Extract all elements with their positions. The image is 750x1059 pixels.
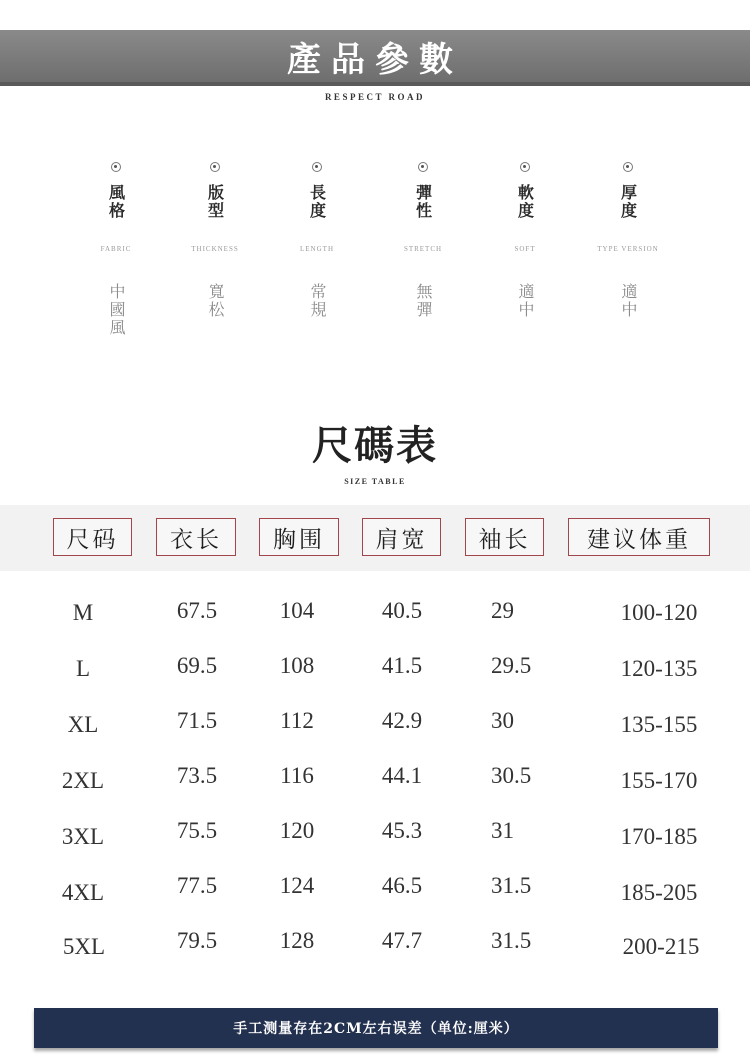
param-thickness — [588, 162, 668, 319]
table-cell-length: 71.5 — [176, 708, 218, 733]
param-stretch — [383, 162, 463, 319]
target-dot-icon — [111, 162, 121, 172]
param-value: 適中 — [619, 283, 638, 319]
table-cell-length: 79.5 — [176, 928, 218, 953]
table-cell-size: 2XL — [61, 768, 105, 793]
target-dot-icon — [312, 162, 322, 172]
param-en-label: LENGTH — [300, 245, 334, 253]
header-weight: 建议体重 — [568, 518, 710, 556]
param-value: 適中 — [516, 283, 535, 319]
table-cell-weight: 120-135 — [620, 656, 698, 681]
table-cell-length: 69.5 — [176, 653, 218, 678]
param-length — [277, 162, 357, 319]
param-name: 長度 — [307, 184, 327, 220]
title-banner — [0, 30, 750, 86]
table-cell-shoulder: 41.5 — [381, 653, 423, 678]
table-cell-sleeve: 30.5 — [491, 763, 532, 788]
table-cell-shoulder: 46.5 — [381, 873, 423, 898]
table-cell-length: 75.5 — [176, 818, 218, 843]
table-cell-sleeve: 31.5 — [491, 873, 532, 898]
param-name: 版型 — [205, 184, 225, 220]
table-cell-weight: 170-185 — [620, 824, 698, 849]
table-cell-shoulder: 44.1 — [381, 763, 423, 788]
table-cell-length: 77.5 — [176, 873, 218, 898]
table-cell-length: 73.5 — [176, 763, 218, 788]
target-dot-icon — [520, 162, 530, 172]
table-cell-size: 3XL — [61, 824, 105, 849]
table-cell-sleeve: 31 — [491, 818, 514, 843]
table-cell-chest: 112 — [280, 708, 314, 733]
param-softness — [485, 162, 565, 319]
table-cell-weight: 200-215 — [622, 934, 700, 959]
measurement-note: 手工测量存在2CM左右误差（单位:厘米） — [233, 1021, 519, 1037]
param-style — [76, 162, 156, 337]
param-name: 風格 — [106, 184, 126, 220]
param-name: 彈性 — [413, 184, 433, 220]
table-cell-size: XL — [67, 712, 99, 737]
param-en-label: SOFT — [514, 245, 536, 253]
param-en-label: FABRIC — [100, 245, 132, 253]
param-en-label: TYPE VERSION — [597, 245, 659, 253]
table-cell-shoulder: 42.9 — [381, 708, 423, 733]
table-cell-size: 4XL — [61, 880, 105, 905]
param-value: 常規 — [308, 283, 327, 319]
param-en-label: STRETCH — [403, 245, 443, 253]
table-cell-sleeve: 29.5 — [491, 653, 532, 678]
size-table-subtitle: SIZE TABLE — [344, 477, 406, 486]
table-cell-weight: 100-120 — [620, 600, 698, 625]
param-value: 中國風 — [107, 283, 126, 337]
table-cell-chest: 124 — [279, 873, 315, 898]
header-shoulder: 肩宽 — [362, 518, 441, 556]
table-cell-sleeve: 29 — [491, 598, 514, 623]
header-sleeve: 袖长 — [465, 518, 544, 556]
table-cell-chest: 128 — [279, 928, 315, 953]
table-cell-chest: 116 — [280, 763, 314, 788]
param-value: 寬松 — [206, 283, 225, 319]
target-dot-icon — [418, 162, 428, 172]
param-value: 無彈 — [414, 283, 433, 319]
table-cell-weight: 135-155 — [620, 712, 698, 737]
param-name: 厚度 — [618, 184, 638, 220]
table-cell-chest: 120 — [279, 818, 315, 843]
measurement-note-banner — [34, 1008, 718, 1048]
table-cell-size: M — [72, 600, 94, 625]
header-length: 衣长 — [156, 518, 236, 556]
table-cell-size: 5XL — [62, 934, 106, 959]
table-cell-sleeve: 31.5 — [491, 928, 532, 953]
table-cell-weight: 185-205 — [620, 880, 698, 905]
table-cell-length: 67.5 — [176, 598, 218, 623]
param-fit — [175, 162, 255, 319]
param-en-label: THICKNESS — [191, 245, 239, 253]
table-cell-weight: 155-170 — [620, 768, 698, 793]
table-cell-chest: 108 — [279, 653, 315, 678]
table-cell-size: L — [75, 656, 91, 681]
table-cell-sleeve: 30 — [491, 708, 514, 733]
page-subtitle: RESPECT ROAD — [324, 92, 426, 102]
page-title: 產品參數 — [287, 39, 463, 80]
target-dot-icon — [623, 162, 633, 172]
size-table-title: 尺碼表 — [312, 422, 438, 469]
header-chest: 胸围 — [259, 518, 339, 556]
table-cell-shoulder: 47.7 — [381, 928, 423, 953]
header-size: 尺码 — [53, 518, 132, 556]
table-cell-shoulder: 40.5 — [381, 598, 423, 623]
table-cell-chest: 104 — [279, 598, 315, 623]
table-cell-shoulder: 45.3 — [381, 818, 423, 843]
target-dot-icon — [210, 162, 220, 172]
param-name: 軟度 — [515, 184, 535, 220]
